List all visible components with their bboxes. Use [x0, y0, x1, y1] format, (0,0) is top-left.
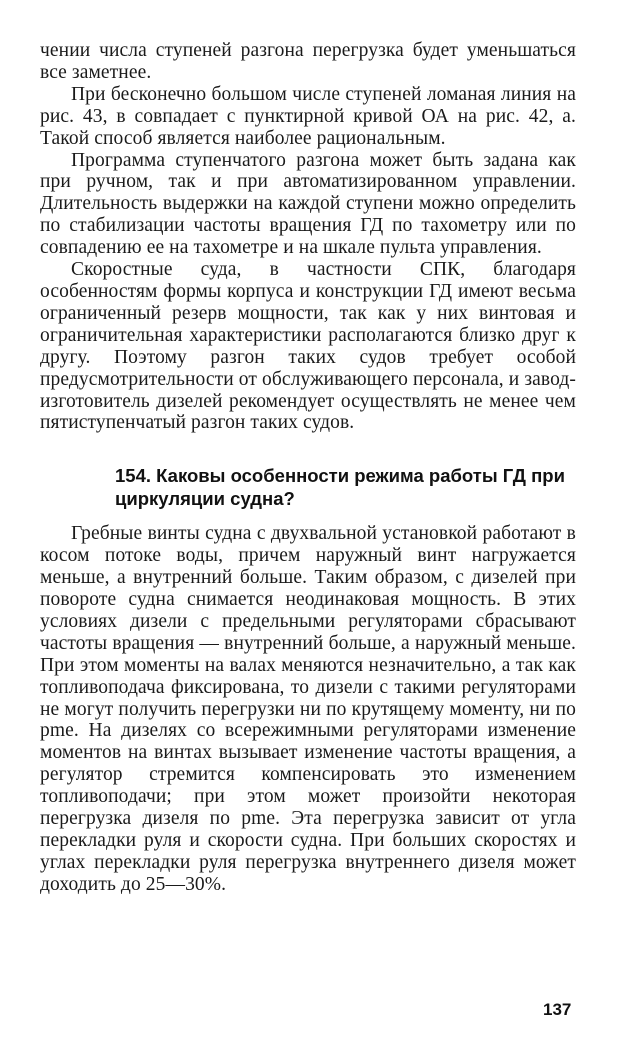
body-text-upper [40, 40, 576, 434]
paragraph-stepped-acceleration-program: Программа ступенчатого разгона может быть задана как при ручном, так и при автоматизированном управлении. Длительность выдержки на каждой ступени можно определить по стабилизации частоты вращения ГД по тахометру или по совпадению ее на тахометре и на шкале пульта управления. [40, 149, 576, 259]
paragraph-twin-shaft-circulation: Гребные винты судна с двухвальной установкой работают в косом потоке воды, причем наружный винт нагружается меньше, а внутренний больше. Таким образом, с дизелей при повороте судна снимается неодинаковая мощность. В этих условиях дизели с предельными регуляторами сбрасывают частоты вращения — внутренний больше, а наружный меньше. При этом моменты на валах меняются незначительно, а так как топливоподача фиксирована, то дизели с такими регуляторами не могут получить перегрузки ни по крутящему моменту, ни по pme. На дизелях со всережимными регуляторами изменение моментов на винтах вызывает изменение частоты вращения, а регулятор стремится компенсировать это изменением топливоподачи; при этом может произойти некоторая перегрузка дизеля по pme. Эта перегрузка зависит от угла перекладки руля и скорости судна. При больших скоростях и углах перекладки руля перегрузка внутреннего дизеля может доходить до 25—30%. [40, 523, 576, 895]
paragraph-high-speed-vessels: Скоростные суда, в частности СПК, благодаря особенностям формы корпуса и конструкции ГД имеют весьма ограниченный резерв мощности, так как у них винтовая и ограничительная характеристики располагаются близко друг к другу. Поэтому разгон таких судов требует особой предусмотрительности от обслуживающего персонала, и завод-изготовитель дизелей рекомендует осуществлять не менее чем пятиступенчатый разгон таких судов. [40, 259, 576, 434]
page-number: 137 [543, 1000, 572, 1019]
section-heading: 154. Каковы особенности режима работы ГД при циркуляции судна? [115, 465, 565, 510]
continuation-paragraph: чении числа ступеней разгона перегрузка будет уменьшаться все заметнее. [40, 40, 576, 83]
page-content [40, 40, 576, 896]
section-spacer [40, 434, 576, 464]
paragraph-infinite-steps: При бесконечно большом числе ступеней ломаная линия на рис. 43, в совпадает с пунктирной кривой ОА на рис. 42, а. Такой способ является наиболее рациональным. [40, 83, 576, 149]
body-text-lower [40, 523, 576, 895]
heading-spacer [40, 510, 576, 523]
